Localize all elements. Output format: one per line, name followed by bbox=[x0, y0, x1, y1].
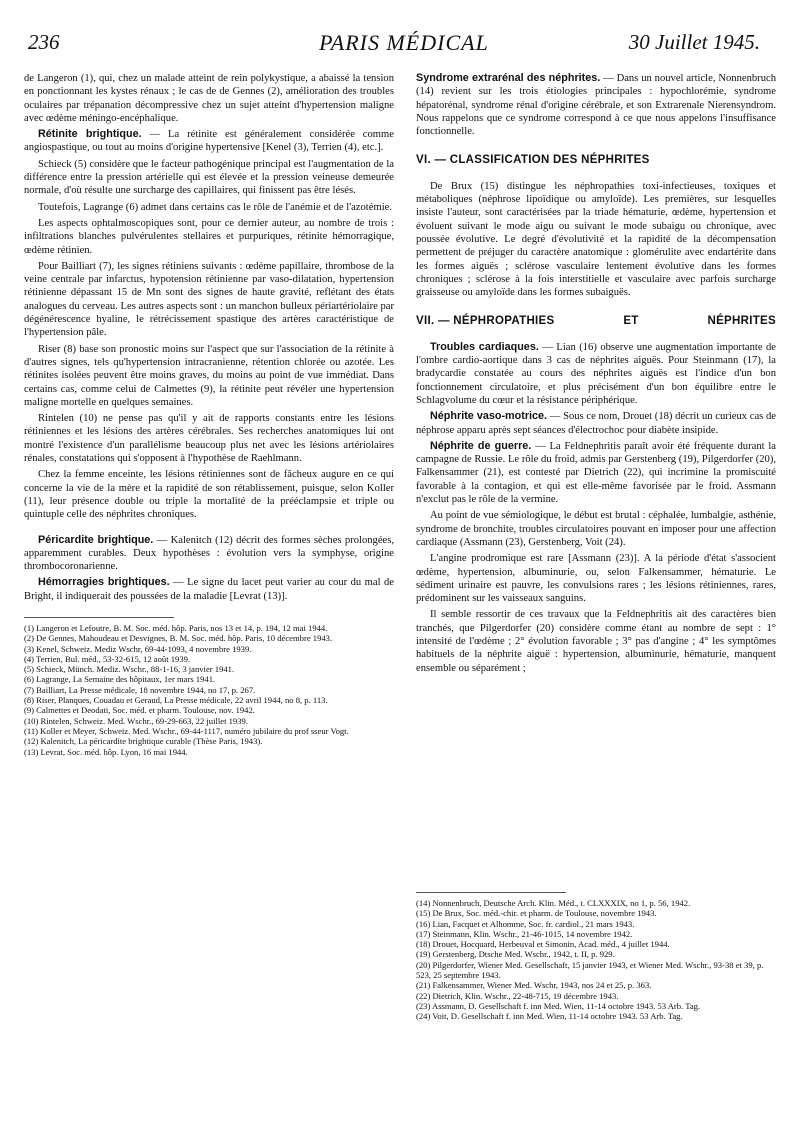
footnote: (7) Bailliart, La Presse médicale, 18 novembre 1944, no 17, p. 267. bbox=[24, 684, 256, 695]
paragraph: Pour Bailliart (7), les signes rétiniens suivants : œdème papillaire, thrombose de la veine centrale par infarctus, hypotension rétinienne par vaso-dilatation, hypertension rétinienne dépassant 15 de Mn sont des signes de haute gravité, reflétant des états analogues du cerveau. Les autres aspects sont : un manchon bulleux périartériolaire par dégénérescence hyaline, le rétrécissement spastique des artères caractéristique de l'hypertension pâle. bbox=[24, 260, 394, 339]
paragraph: Riser (8) base son pronostic moins sur l'aspect que sur l'association de la rétinite à d'autres signes, tels qu'hypertension intracranienne, rétention chlorée ou azotée. Les rétinites isolées peuvent être moins graves, du moins au point de vue immédiat. Dans certains cas, comme celui de Calmettes (9), la rétinite peut révéler une hypertension maligne mortelle en quelques semaines. bbox=[24, 343, 394, 408]
paragraph: Les aspects ophtalmoscopiques sont, pour ce dernier auteur, au nombre de trois : infiltrations blanches pulvérulentes stellaires et purpuriques, rétinite hémorragique, œdème rétinien. bbox=[24, 217, 394, 256]
footnote: (24) Voit, D. Gesellschaft f. inn Med. Wien, 11-14 octobre 1943. 53 Arb. Tag. bbox=[416, 1011, 683, 1022]
run-in-heading: Rétinite brightique. bbox=[38, 128, 142, 141]
paragraph-syndrome: Syndrome extrarénal des néphrites. — Dans un nouvel article, Nonnenbruch (14) revient sur les trois étiologies principales : hypochlorémie, syndrome hépatorénal, syndrome rénal d'origine cérébrale, et son Extrarenale Nierensyndrom. Nous rappelons que ce syndrome correspond à ce que nous appelons l'insuffisance fonctionnelle. bbox=[416, 72, 776, 138]
paragraph: Toutefois, Lagrange (6) admet dans certains cas le rôle de l'anémie et de l'azotémie. bbox=[38, 201, 392, 213]
paragraph: De Brux (15) distingue les néphropathies toxi-infectieuses, toxiques et métaboliques (néphrose lipoïdique ou amyloïde). Les premières, sur lesquelles insiste l'auteur, sont caractérisées par la triade hématurie, œdème, hypertension et évoluent suivant le mode aigu ou suivant le mode subaigu ou chronique, avec poussée évolutive. Le degré d'évolutivité et la rapidité de la décompensation permettent de préjuger du caractère anatomique : glomérulite avec endartérite dans les formes aiguës ; sclérose vasculaire lentement évolutive dans les formes chroniques ; sclérose à la fois interstitielle et vasculaire avec parfois surcharge graisseuse ou amyloïde dans les formes subaiguës. bbox=[416, 180, 776, 299]
paragraph: de Langeron (1), qui, chez un malade atteint de rein polykystique, a abaissé la tension en ponctionnant les kystes rénaux ; le cas de de Gennes (2), amélioration des troubles oculaires par trépanation décompressive chez un sujet atteint d'hypertension maligne avec œdème méningo-encéphalique. bbox=[24, 73, 394, 124]
paragraph: Au point de vue sémiologique, le début est brutal : céphalée, lumbalgie, asthénie, syndrome de bronchite, troubles circulatoires pouvant en imposer pour une affection cardiaque (Assmann (23), Gerstenberg, Voit (24). bbox=[416, 510, 776, 548]
paragraph: L'angine prodromique est rare [Assmann (23)]. A la période d'état s'associent œdème, hypertension, albuminurie, ou, selon Falkensammer, hématurie. Le sédiment urinaire est pauvre, les convulsions rares ; les lésions rétiniennes, rares, prédominent sur les vaisseaux sanguins. bbox=[416, 553, 776, 605]
footnote: (18) Drouet, Hocquard, Herbeuval et Simonin, Acad. méd., 4 juillet 1944. bbox=[416, 939, 670, 950]
footnote: (17) Steinmann, Klin. Wschr., 21-46-1015, 14 novembre 1942. bbox=[416, 928, 633, 939]
footnote: (11) Koller et Meyer, Schweiz. Med. Wschr., 69-44-1117, numéro jubilaire du prof sseur Vogt. bbox=[24, 725, 349, 736]
run-in-heading: Péricardite brightique. bbox=[38, 533, 154, 546]
footnote: (12) Kalenitch, La péricardite brightique curable (Thèse Paris, 1943). bbox=[24, 736, 263, 747]
paragraph: Rintelen (10) ne pense pas qu'il y ait de rapports constants entre les lésions rétiniennes et les lésions des artères cérébrales. Ses recherches anatomiques lui ont montré l'existence d'un parallélisme beaucoup plus net avec les lésions artériolaires rénales, constatations qui s'opposent à l'hypothèse de Raehlmann. bbox=[24, 413, 394, 465]
footnote: (5) Schieck, Münch. Mediz. Wschr., 88-1-16, 3 janvier 1941. bbox=[24, 664, 235, 675]
footnote: (14) Nonnenbruch, Deutsche Arch. Klin. Méd., t. CLXXXIX, no 1, p. 56, 1942. bbox=[416, 898, 691, 908]
run-in-heading: Hémorragies brightiques. bbox=[38, 576, 170, 589]
page-number: 236 bbox=[28, 30, 60, 54]
footnote: (2) De Gennes, Mahoudeau et Desvignes, B. M. Soc. méd. hôp. Paris, 10 décembre 1943. bbox=[24, 633, 333, 644]
footnote: (9) Calmettes et Deodati, Soc. méd. et pharm. Toulouse, nov. 1942. bbox=[24, 705, 255, 716]
footnote: (10) Rintelen, Schweiz. Med. Wschr., 69-29-663, 22 juillet 1939. bbox=[24, 715, 248, 726]
paragraph-hemorragies: Hémorragies brightiques. — Le signe du lacet peut varier au cour du mal de Bright, il indiquerait des poussées de la maladie [Levrat (13)]. bbox=[24, 576, 394, 602]
footnote: (23) Assmann, D. Gesellschaft f. inn Med. Wien, 11-14 octobre 1943. 53 Arb. Tag. bbox=[416, 1000, 701, 1011]
paragraph-guerre: Néphrite de guerre. — La Feldnephritis paraît avoir été fréquente durant la campagne de Russie. Le rôle du froid, admis par Gerstenberg (19), Pilgerdorfer (20), Falkensammer (21), est contesté par Dietrich (22), qui incrimine la promiscuité favorable à la contagion, et qui est elle-même favorisée par le froid. Assmann n'exclut pas le rôle de la vermine. bbox=[416, 439, 776, 506]
paragraph: Schieck (5) considère que le facteur pathogénique principal est l'augmentation de la différence entre la pression artérielle qui est élevée et la pression veineuse demeurée normale, d'où résulte une surcharge des capillaires, qui finissent pas être lésés. bbox=[24, 158, 394, 197]
footnote: (22) Dietrich, Klin. Wschr., 22-48-715, 19 décembre 1943. bbox=[416, 990, 619, 1001]
run-in-heading: Néphrite vaso-motrice. bbox=[430, 410, 548, 423]
run-in-heading: Néphrite de guerre. bbox=[430, 439, 532, 452]
footnote: (19) Gerstenberg, Dtsche Med. Wschr., 1942, t. II, p. 929. bbox=[416, 949, 615, 960]
paragraph-retinite: Rétinite brightique. — La rétinite est généralement considérée comme angiospastique, ou tout au moins d'origine hypertensive [Kenel (3), Terrien (4), etc.]. bbox=[24, 128, 394, 154]
footnote: (16) Lian, Facquet et Alhomme, Soc. fr. cardiol., 21 mars 1943. bbox=[416, 918, 635, 929]
footnote: (13) Levrat, Soc. méd. hôp. Lyon, 16 mai 1944. bbox=[24, 746, 188, 757]
page-header bbox=[24, 30, 784, 70]
run-in-heading: Syndrome extrarénal des néphrites. bbox=[416, 72, 601, 84]
footnote: (4) Terrien, Bul. méd., 53-32-615, 12 août 1939. bbox=[24, 653, 191, 664]
footnote: (21) Falkensammer, Wiener Med. Wschr, 1943, nos 24 et 25, p. 363. bbox=[416, 980, 652, 991]
right-column bbox=[416, 72, 776, 1022]
footnote: (3) Kenel, Schweiz. Mediz Wschr, 69-44-1093, 4 novembre 1939. bbox=[24, 643, 252, 654]
paragraph: Il semble ressortir de ces travaux que la Feldnephritis ait des caractères bien tranchés, que Pilgerdorfer (20) considère comme étant au nombre de sept : 1° intensité de l'œdème ; 2° évolution favorable ; 3° pas d'angine ; 4° les symptômes habituels de la néphrite aiguë : hypertension, albuminurie, hématurie, manquent ensemble ou séparément ; bbox=[416, 609, 776, 674]
paragraph-vaso: Néphrite vaso-motrice. — Sous ce nom, Drouet (18) décrit un curieux cas de néphrose apparu après sept séances d'électrochoc pour diabète insipide. bbox=[416, 410, 776, 436]
run-in-heading: Troubles cardiaques. bbox=[430, 340, 539, 353]
section-heading-vi: VI. — CLASSIFICATION DES NÉPHRITES bbox=[416, 154, 650, 167]
paragraph-troubles: Troubles cardiaques. — Lian (16) observe une augmentation importante de l'ombre cardio-aortique dans 3 cas de néphrites aiguës. Pour Steinmann (17), la bradycardie constatée au cours des néphrites aiguës est l'indice d'un bon fonctionnement circulatoire, et plus précisément d'un bon équilibre entre le Schlagvolume du cœur et la résistance périphérique. bbox=[416, 340, 776, 406]
paragraph-pericardite: Péricardite brightique. — Kalenitch (12) décrit des formes sèches prolongées, apparemment curables. Deux hypothèses : évolution vers la symphyse, origine thrombocoronarienne. bbox=[24, 533, 395, 573]
footnote: (1) Langeron et Lefoutre, B. M. Soc. méd. hôp. Paris, nos 13 et 14, p. 194, 12 mai 1944. bbox=[24, 622, 328, 633]
footnotes-right bbox=[416, 892, 776, 1022]
footnote-rule bbox=[416, 892, 566, 893]
journal-page bbox=[24, 30, 784, 1130]
footnote: (6) Lagrange, La Semaine des hôpitaux, 1er mars 1941. bbox=[24, 674, 216, 685]
journal-title: PARIS MÉDICAL bbox=[319, 30, 489, 55]
paragraph: Chez la femme enceinte, les lésions rétiniennes sont de fâcheux augure en ce qui concerne la vie de la mère et la rapidité de son rétablissement, puisque, selon Koller (11), leur présence double ou triple la mortalité de la prééclampsie et triple ou quintuple celle des néphrites chroniques. bbox=[24, 469, 394, 521]
footnotes-left bbox=[24, 623, 394, 757]
footnote: (8) Riser, Planques, Couadau et Geraud, La Presse médicale, 22 avril 1944, no 8, p. 113. bbox=[24, 695, 328, 706]
left-column bbox=[24, 72, 394, 757]
footnote: (20) Pilgerdorfer, Wiener Med. Gesellschaft, 15 janvier 1943, et Wiener Med. Wschr., 93-38 et 39, p. 523, 25 septembre 1943. bbox=[416, 959, 764, 981]
section-heading-vii: VII. — NÉPHROPATHIES ET NÉPHRITES bbox=[416, 315, 776, 328]
footnote: (15) De Brux, Soc. méd.-chir. et pharm. de Toulouse, novembre 1943. bbox=[416, 908, 657, 919]
issue-date: 30 Juillet 1945. bbox=[628, 30, 760, 54]
